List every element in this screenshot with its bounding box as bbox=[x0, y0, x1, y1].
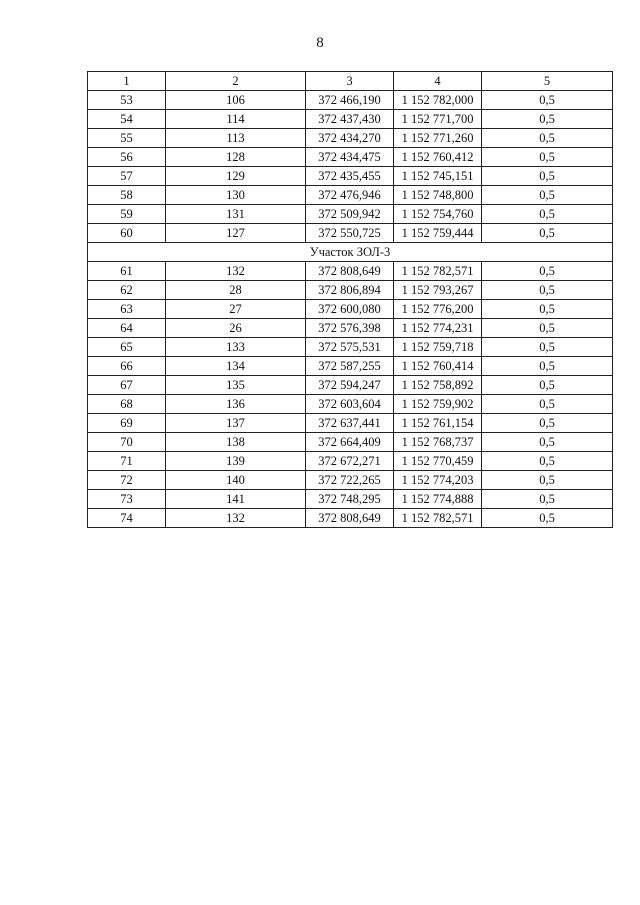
table-row bbox=[88, 471, 613, 490]
table-cell-col-3: 372 672,271 bbox=[306, 452, 394, 471]
table-cell-col-4: 1 152 793,267 bbox=[394, 281, 482, 300]
table-cell-col-5: 0,5 bbox=[482, 338, 613, 357]
table-cell-col-2: 26 bbox=[166, 319, 306, 338]
table-cell-col-2: 133 bbox=[166, 338, 306, 357]
table-row bbox=[88, 357, 613, 376]
header-cell-3: 3 bbox=[306, 72, 394, 91]
table-cell-col-4: 1 152 745,151 bbox=[394, 167, 482, 186]
table-cell-col-4: 1 152 782,571 bbox=[394, 262, 482, 281]
table-cell-col-3: 372 808,649 bbox=[306, 262, 394, 281]
table-row bbox=[88, 129, 613, 148]
table-cell-col-2: 141 bbox=[166, 490, 306, 509]
table-cell-col-5: 0,5 bbox=[482, 376, 613, 395]
table-cell-col-3: 372 594,247 bbox=[306, 376, 394, 395]
table-cell-col-5: 0,5 bbox=[482, 395, 613, 414]
section-title: Участок ЗОЛ-3 bbox=[88, 243, 613, 262]
table-cell-col-5: 0,5 bbox=[482, 414, 613, 433]
table-cell-col-4: 1 152 759,718 bbox=[394, 338, 482, 357]
table-cell-col-5: 0,5 bbox=[482, 433, 613, 452]
table-cell-col-3: 372 637,441 bbox=[306, 414, 394, 433]
table-cell-col-5: 0,5 bbox=[482, 300, 613, 319]
table-cell-col-1: 65 bbox=[88, 338, 166, 357]
table-cell-col-1: 57 bbox=[88, 167, 166, 186]
table-cell-col-2: 130 bbox=[166, 186, 306, 205]
table-row bbox=[88, 205, 613, 224]
table-cell-col-1: 67 bbox=[88, 376, 166, 395]
table-cell-col-1: 63 bbox=[88, 300, 166, 319]
table-row bbox=[88, 300, 613, 319]
table-cell-col-3: 372 575,531 bbox=[306, 338, 394, 357]
table-cell-col-3: 372 664,409 bbox=[306, 433, 394, 452]
table-cell-col-3: 372 466,190 bbox=[306, 91, 394, 110]
header-cell-1: 1 bbox=[88, 72, 166, 91]
table-cell-col-2: 132 bbox=[166, 509, 306, 528]
table-cell-col-3: 372 476,946 bbox=[306, 186, 394, 205]
table-cell-col-2: 136 bbox=[166, 395, 306, 414]
table-cell-col-3: 372 434,475 bbox=[306, 148, 394, 167]
table-row bbox=[88, 110, 613, 129]
table-header bbox=[88, 72, 613, 91]
table-cell-col-3: 372 603,604 bbox=[306, 395, 394, 414]
table-cell-col-5: 0,5 bbox=[482, 205, 613, 224]
table-body bbox=[88, 91, 613, 528]
table-cell-col-3: 372 748,295 bbox=[306, 490, 394, 509]
table-cell-col-5: 0,5 bbox=[482, 186, 613, 205]
table-cell-col-4: 1 152 760,412 bbox=[394, 148, 482, 167]
table-row bbox=[88, 433, 613, 452]
table-cell-col-3: 372 808,649 bbox=[306, 509, 394, 528]
table-cell-col-1: 64 bbox=[88, 319, 166, 338]
table-row bbox=[88, 319, 613, 338]
table-cell-col-2: 135 bbox=[166, 376, 306, 395]
table-cell-col-3: 372 806,894 bbox=[306, 281, 394, 300]
table-cell-col-5: 0,5 bbox=[482, 509, 613, 528]
table-cell-col-2: 132 bbox=[166, 262, 306, 281]
table-cell-col-1: 71 bbox=[88, 452, 166, 471]
table-cell-col-4: 1 152 761,154 bbox=[394, 414, 482, 433]
table-cell-col-3: 372 576,398 bbox=[306, 319, 394, 338]
table-cell-col-3: 372 437,430 bbox=[306, 110, 394, 129]
table-cell-col-2: 113 bbox=[166, 129, 306, 148]
table-cell-col-2: 139 bbox=[166, 452, 306, 471]
table-cell-col-5: 0,5 bbox=[482, 129, 613, 148]
table-cell-col-4: 1 152 782,000 bbox=[394, 91, 482, 110]
table-cell-col-4: 1 152 759,444 bbox=[394, 224, 482, 243]
table-cell-col-5: 0,5 bbox=[482, 357, 613, 376]
table-cell-col-4: 1 152 776,200 bbox=[394, 300, 482, 319]
table-cell-col-3: 372 434,270 bbox=[306, 129, 394, 148]
table-cell-col-4: 1 152 774,231 bbox=[394, 319, 482, 338]
table-row bbox=[88, 91, 613, 110]
table-cell-col-5: 0,5 bbox=[482, 319, 613, 338]
table-cell-col-3: 372 509,942 bbox=[306, 205, 394, 224]
table-cell-col-4: 1 152 754,760 bbox=[394, 205, 482, 224]
table-cell-col-1: 62 bbox=[88, 281, 166, 300]
header-row bbox=[88, 72, 613, 91]
table-cell-col-1: 58 bbox=[88, 186, 166, 205]
table-cell-col-5: 0,5 bbox=[482, 262, 613, 281]
table-cell-col-5: 0,5 bbox=[482, 281, 613, 300]
page-number: 8 bbox=[316, 35, 324, 51]
table-row bbox=[88, 376, 613, 395]
table-row bbox=[88, 395, 613, 414]
table-cell-col-2: 106 bbox=[166, 91, 306, 110]
table-cell-col-5: 0,5 bbox=[482, 167, 613, 186]
table-row bbox=[88, 281, 613, 300]
table-cell-col-1: 73 bbox=[88, 490, 166, 509]
table-cell-col-5: 0,5 bbox=[482, 91, 613, 110]
table-cell-col-2: 127 bbox=[166, 224, 306, 243]
table-cell-col-2: 137 bbox=[166, 414, 306, 433]
table-row bbox=[88, 224, 613, 243]
table-row bbox=[88, 167, 613, 186]
table-cell-col-2: 27 bbox=[166, 300, 306, 319]
table-cell-col-5: 0,5 bbox=[482, 452, 613, 471]
table-cell-col-4: 1 152 758,892 bbox=[394, 376, 482, 395]
table-cell-col-2: 129 bbox=[166, 167, 306, 186]
header-cell-5: 5 bbox=[482, 72, 613, 91]
table-cell-col-3: 372 435,455 bbox=[306, 167, 394, 186]
table-cell-col-2: 138 bbox=[166, 433, 306, 452]
table-cell-col-5: 0,5 bbox=[482, 224, 613, 243]
table-cell-col-2: 128 bbox=[166, 148, 306, 167]
table-cell-col-1: 68 bbox=[88, 395, 166, 414]
table-row bbox=[88, 186, 613, 205]
table-row bbox=[88, 148, 613, 167]
table-row bbox=[88, 490, 613, 509]
table-cell-col-1: 55 bbox=[88, 129, 166, 148]
table-row bbox=[88, 452, 613, 471]
table-row bbox=[88, 262, 613, 281]
table-cell-col-3: 372 587,255 bbox=[306, 357, 394, 376]
table-cell-col-2: 114 bbox=[166, 110, 306, 129]
table-cell-col-1: 72 bbox=[88, 471, 166, 490]
table-cell-col-3: 372 722,265 bbox=[306, 471, 394, 490]
table-cell-col-2: 28 bbox=[166, 281, 306, 300]
table-cell-col-1: 60 bbox=[88, 224, 166, 243]
table-cell-col-2: 131 bbox=[166, 205, 306, 224]
table-row bbox=[88, 414, 613, 433]
table-cell-col-4: 1 152 748,800 bbox=[394, 186, 482, 205]
table-cell-col-3: 372 550,725 bbox=[306, 224, 394, 243]
table-cell-col-1: 53 bbox=[88, 91, 166, 110]
table-cell-col-5: 0,5 bbox=[482, 490, 613, 509]
table-cell-col-1: 70 bbox=[88, 433, 166, 452]
header-cell-2: 2 bbox=[166, 72, 306, 91]
table-cell-col-3: 372 600,080 bbox=[306, 300, 394, 319]
table-row bbox=[88, 338, 613, 357]
coordinates-table bbox=[87, 71, 613, 528]
table-cell-col-4: 1 152 771,700 bbox=[394, 110, 482, 129]
table-cell-col-4: 1 152 771,260 bbox=[394, 129, 482, 148]
table-cell-col-1: 56 bbox=[88, 148, 166, 167]
table-cell-col-1: 59 bbox=[88, 205, 166, 224]
section-row bbox=[88, 243, 613, 262]
table-cell-col-1: 69 bbox=[88, 414, 166, 433]
table-cell-col-4: 1 152 774,888 bbox=[394, 490, 482, 509]
table-cell-col-1: 54 bbox=[88, 110, 166, 129]
table-cell-col-4: 1 152 768,737 bbox=[394, 433, 482, 452]
header-cell-4: 4 bbox=[394, 72, 482, 91]
table-cell-col-1: 66 bbox=[88, 357, 166, 376]
table-cell-col-5: 0,5 bbox=[482, 471, 613, 490]
table-cell-col-4: 1 152 759,902 bbox=[394, 395, 482, 414]
table-cell-col-4: 1 152 760,414 bbox=[394, 357, 482, 376]
table-cell-col-2: 134 bbox=[166, 357, 306, 376]
table-cell-col-1: 61 bbox=[88, 262, 166, 281]
table-row bbox=[88, 509, 613, 528]
table-cell-col-5: 0,5 bbox=[482, 110, 613, 129]
table-cell-col-2: 140 bbox=[166, 471, 306, 490]
table-cell-col-4: 1 152 774,203 bbox=[394, 471, 482, 490]
table-cell-col-1: 74 bbox=[88, 509, 166, 528]
table-cell-col-4: 1 152 782,571 bbox=[394, 509, 482, 528]
table-cell-col-5: 0,5 bbox=[482, 148, 613, 167]
table-cell-col-4: 1 152 770,459 bbox=[394, 452, 482, 471]
